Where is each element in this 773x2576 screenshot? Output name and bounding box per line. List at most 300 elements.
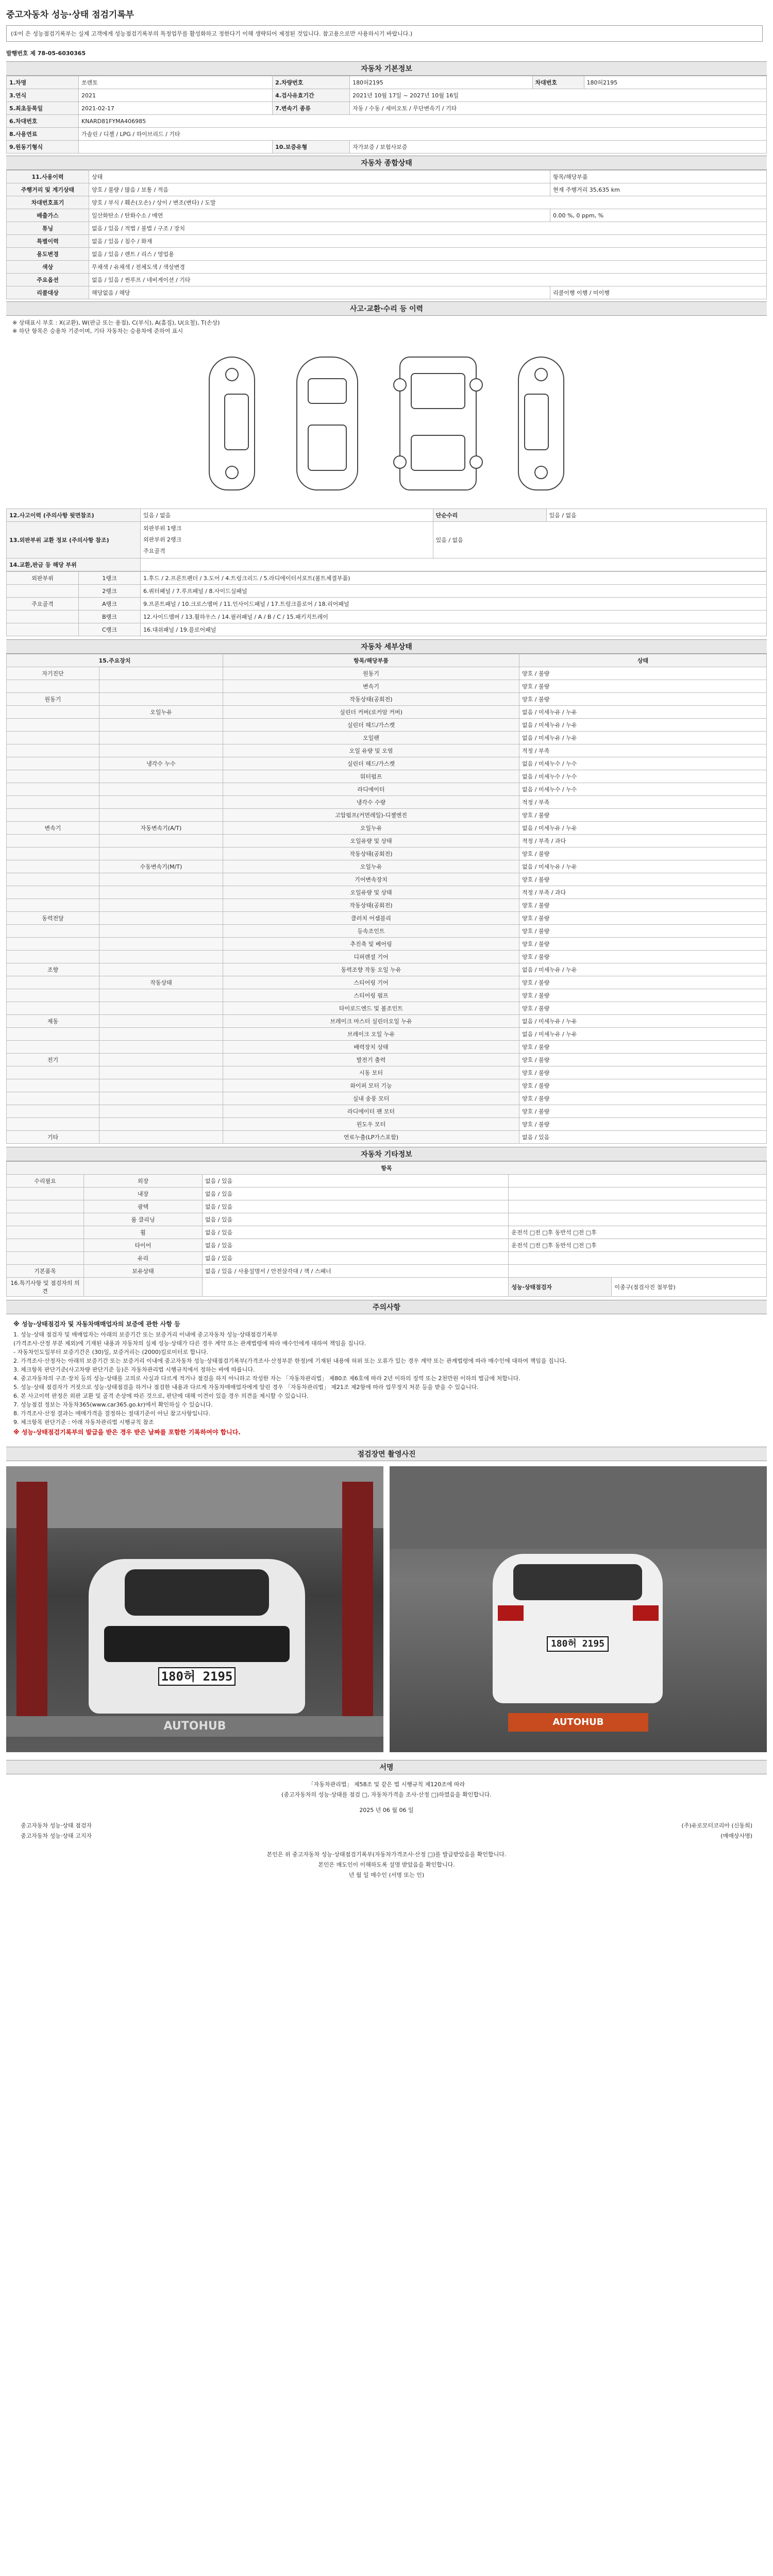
cell: 자기진단: [7, 667, 99, 680]
cell: 리콜이행 이행 / 미이행: [550, 286, 767, 299]
detail-row: [7, 680, 767, 693]
cell: 양호 / 불량: [519, 925, 767, 938]
cell: [509, 1265, 767, 1278]
cell: 튜닝: [7, 222, 89, 235]
detail-row: [7, 822, 767, 835]
cell: 차대번호: [532, 76, 584, 89]
cell: [99, 989, 223, 1002]
cell: 전기: [7, 1054, 99, 1066]
cell: 12.사고이력 (주의사항 뒷면참조): [7, 509, 141, 522]
panel-row: [7, 623, 767, 636]
cell: 1.후드 / 2.프론트펜더 / 3.도어 / 4.트렁크리드 / 5.라디에이터서포트(볼트체결부품): [141, 572, 767, 585]
cell: 없음 / 있음: [203, 1200, 509, 1213]
detail-row: [7, 796, 767, 809]
sign-area: [0, 1774, 773, 1886]
cell: 용도변경: [7, 248, 89, 261]
cell: 양호 / 불량: [519, 1105, 767, 1118]
note-line: 2. 가격조사·산정자는 아래의 보증기간 또는 보증거리 이내에 중고자동차 성능·상태점검기록부(가격조사·산정부분 한정)에 기재된 내용에 허위 또는 오류가 있는 경우 계약 또는 관계법령에 따라 매수인에 대하여 책임을 집니다.: [13, 1358, 567, 1364]
panel-row: [7, 572, 767, 585]
notice-box: (①이 은 성능점검기록부는 실제 고객에게 성능점검기록부의 특정업무를 활성화하고 정한다기 이해 생략되어 제정된 것입니다. 참고용으로만 사용하시기 바랍니다.): [6, 25, 763, 42]
cell: [7, 1002, 99, 1015]
detail-row: [7, 1092, 767, 1105]
cell: 양호 / 불량: [519, 1002, 767, 1015]
cell: 없음 / 있음: [203, 1226, 509, 1239]
cell: [99, 1105, 223, 1118]
cell: 없음 / 있음 / 사용설명서 / 안전삼각대 / 잭 / 스패너: [203, 1265, 509, 1278]
cell: [141, 522, 433, 558]
detail-row: [7, 899, 767, 912]
cell: 2021년 10월 17일 ~ 2027년 10월 16일: [350, 89, 767, 102]
cell: 없음 / 미세누수 / 누수: [519, 770, 767, 783]
cell: [7, 1066, 99, 1079]
cell: [99, 680, 223, 693]
detail-row: [7, 886, 767, 899]
cell: [7, 623, 79, 636]
cell: 양호 / 불량: [519, 1092, 767, 1105]
cell: 양호 / 불량: [519, 667, 767, 680]
cell: 9.원동기형식: [7, 141, 79, 154]
cell: 스티어링 기어: [223, 976, 519, 989]
cell: 단순수리: [433, 509, 546, 522]
cell: 8.사용연료: [7, 128, 79, 141]
detail-row: [7, 770, 767, 783]
cell: [99, 732, 223, 744]
section-sign: 서명: [6, 1760, 767, 1774]
cell: 양호 / 불량: [519, 938, 767, 951]
cell: 동력전달: [7, 912, 99, 925]
detail-row: [7, 693, 767, 706]
general-row: [7, 183, 767, 196]
cell: 룸 클리닝: [84, 1213, 203, 1226]
detail-header-row: [7, 654, 767, 667]
cell: 없음 / 있음 / 렌트 / 리스 / 영업용: [89, 248, 767, 261]
notes-title: ※ 성능·상태점검자 및 자동차매매업자의 보증에 관한 사항 등: [13, 1320, 180, 1328]
cell: 없음 / 미세누유 / 누유: [519, 1015, 767, 1028]
cell: 적정 / 부족: [519, 744, 767, 757]
cell: 내장: [84, 1188, 203, 1200]
cell: 원동기: [223, 667, 519, 680]
cell: 적정 / 부족 / 과다: [519, 886, 767, 899]
detail-row: [7, 1131, 767, 1144]
general-row: [7, 261, 767, 274]
cell: 없음 / 있음 / 썬루프 / 네비게이션 / 기타: [89, 274, 767, 286]
cell: [7, 938, 99, 951]
cell: 오일누유: [99, 706, 223, 719]
cell: 타이로드엔드 및 볼조인트: [223, 1002, 519, 1015]
cell: [7, 1092, 99, 1105]
cell: [509, 1188, 767, 1200]
cell: [509, 1252, 767, 1265]
cell: 오일누유: [223, 860, 519, 873]
detail-row: [7, 925, 767, 938]
cell: [7, 1041, 99, 1054]
cell: [99, 809, 223, 822]
cell: 없음 / 있음: [203, 1175, 509, 1188]
front-brand-banner: AUTOHUB: [6, 1716, 383, 1737]
detail-row: [7, 1002, 767, 1015]
header-cell: 15.주요장치: [7, 654, 223, 667]
cell: 수리필요: [7, 1175, 84, 1188]
cell: 동력조향 작동 오일 누유: [223, 963, 519, 976]
basic-row: [7, 115, 767, 128]
cell: 2랭크: [79, 585, 141, 598]
cell: 제동: [7, 1015, 99, 1028]
cell: 양호 / 불량: [519, 1041, 767, 1054]
cell: 1랭크: [79, 572, 141, 585]
cell: [7, 848, 99, 860]
basic-row: [7, 102, 767, 115]
cell: [7, 1028, 99, 1041]
cell: 디퍼렌셜 기어: [223, 951, 519, 963]
cell: [7, 783, 99, 796]
cell: [99, 848, 223, 860]
cell: 있음 / 없음: [141, 509, 433, 522]
cell: 배력장치 상태: [223, 1041, 519, 1054]
cell: 클러치 어셈블리: [223, 912, 519, 925]
etc-row: [7, 1278, 767, 1297]
cell: B랭크: [79, 611, 141, 623]
cell: 자가보증 / 보험사보증: [350, 141, 767, 154]
panel-row: [7, 585, 767, 598]
cell: 일산화탄소 / 탄화수소 / 매연: [89, 209, 550, 222]
cell: [7, 976, 99, 989]
cell: 없음 / 미세누유 / 누유: [519, 822, 767, 835]
cell: [7, 809, 99, 822]
cell: 작동상태: [99, 976, 223, 989]
cell: 워터펌프: [223, 770, 519, 783]
header-cell: 상태: [519, 654, 767, 667]
note-line: 8. 가격조사·산정 결과는 매매가격을 결정하는 절대기준이 아닌 참고사항입니다.: [13, 1410, 210, 1417]
basic-row: [7, 89, 767, 102]
general-row: [7, 196, 767, 209]
sign-date: 2025 년 06 월 06 일: [359, 1807, 414, 1814]
cell: [7, 873, 99, 886]
cell: [99, 951, 223, 963]
legend-line-2: ※ 하단 항목은 승용차 기준이며, 기타 자동차는 승용차에 준하여 표시: [12, 328, 183, 334]
cell: [7, 732, 99, 744]
cell: 작동상태(공회전): [223, 848, 519, 860]
cell: 기어변속장치: [223, 873, 519, 886]
cell: 자동 / 수동 / 세미오토 / 무단변속기 / 기타: [350, 102, 767, 115]
cell: 2.차량번호: [273, 76, 350, 89]
cell: 운전석 □전 □후 동반석 □전 □후: [509, 1239, 767, 1252]
cell: 유리: [84, 1252, 203, 1265]
detail-row: [7, 1066, 767, 1079]
cell: 배출가스: [7, 209, 89, 222]
detail-row: [7, 835, 767, 848]
cell: 없음 / 있음: [203, 1239, 509, 1252]
legend-line-1: ※ 상태표시 부호 : X(교환), W(판금 또는 용접), C(부식), A(흠집), U(요철), T(손상): [12, 319, 220, 326]
cell: 색상: [7, 261, 89, 274]
note-line: 5. 성능·상태 점검자가 거짓으로 성능·상태점검을 하거나 점검한 내용과 다르게 자동차매매업자에게 알린 경우 「자동차관리법」 제21조 제2항에 따라 업무정지 처분 등을 받을 수 있습니다.: [13, 1384, 479, 1391]
cell: [99, 912, 223, 925]
cell: 1.차명: [7, 76, 79, 89]
cell: 무채색 / 유채색 / 전체도색 / 색상변경: [89, 261, 767, 274]
cell: 실내 송풍 모터: [223, 1092, 519, 1105]
etc-row: [7, 1239, 767, 1252]
cell: C랭크: [79, 623, 141, 636]
cell: 변속기: [7, 822, 99, 835]
cell: [7, 1239, 84, 1252]
cell: [99, 1028, 223, 1041]
cell: 실린더 헤드/가스켓: [223, 719, 519, 732]
general-row: [7, 248, 767, 261]
cell: 브레이크 오일 누유: [223, 1028, 519, 1041]
cell: 연료누출(LP가스포함): [223, 1131, 519, 1144]
detail-row: [7, 757, 767, 770]
cell: [7, 719, 99, 732]
cell: 적정 / 부족 / 과다: [519, 835, 767, 848]
cell: [7, 1118, 99, 1131]
accident-row: [7, 509, 767, 522]
cell: 차대번호표기: [7, 196, 89, 209]
basic-row: [7, 141, 767, 154]
general-row: [7, 235, 767, 248]
cell: [99, 719, 223, 732]
cell: 없음 / 있음: [519, 1131, 767, 1144]
cell: [99, 899, 223, 912]
cell: 윈도우 모터: [223, 1118, 519, 1131]
note-line: 9. 체크항목 판단기준 : 아래 자동차관리법 시행규칙 참조: [13, 1419, 154, 1426]
cell: 없음 / 미세누유 / 누유: [519, 1028, 767, 1041]
section-basic-info: 자동차 기본정보: [6, 61, 767, 76]
sign-line-2: (중고자동차의 성능·상태를 점검 □, 자동차가격을 조사·산정 □)하였음을 확인합니다.: [281, 1791, 492, 1798]
cell: [84, 1278, 203, 1297]
cell: 양호 / 불량: [519, 680, 767, 693]
cell: [7, 886, 99, 899]
cell: 현재 주행거리 35,635 km: [550, 183, 767, 196]
cell: 기본품목: [7, 1265, 84, 1278]
cell: 양호 / 불량: [519, 951, 767, 963]
cell: 실린더 커버(로커암 커버): [223, 706, 519, 719]
etc-row: [7, 1265, 767, 1278]
cell: 오일 유량 및 오염: [223, 744, 519, 757]
cell: [7, 1226, 84, 1239]
cell: 6.쿼터패널 / 7.루프패널 / 8.사이드실패널: [141, 585, 767, 598]
cell: 원동기: [7, 693, 99, 706]
car-diagram-right-side: [518, 357, 564, 490]
cell: [7, 1200, 84, 1213]
section-detail-state: 자동차 세부상태: [6, 639, 767, 654]
cell: [7, 1105, 99, 1118]
cell: [99, 796, 223, 809]
cell: 180허2195: [584, 76, 766, 89]
cell: 12.사이드멤버 / 13.휠하우스 / 14.필러패널 / A / B / C / 15.패키지트레이: [141, 611, 767, 623]
note-line: (가격조사·산정 부분 제외)에 기재된 내용과 자동차의 실제 성능·상태가 다른 경우 계약 또는 관계법령에 따라 매수인에게 대하여 책임을 집니다.: [13, 1340, 366, 1347]
note-line: 4. 중고자동차의 구조·장치 등의 성능·상태를 고의로 사실과 다르게 적거나 점검을 하지 아니하고 작성한 자는 「자동차관리법」 제80조 제6호에 따라 2년 이하의 징역 또는 2천만원 이하의 벌금에 처합니다.: [13, 1375, 520, 1382]
cell: 수동변속기(M/T): [99, 860, 223, 873]
car-diagram-top-front: [296, 357, 358, 490]
cell: 없음 / 있음: [203, 1252, 509, 1265]
cell: 라디에이터: [223, 783, 519, 796]
cell: [509, 1213, 767, 1226]
cell: 없음 / 있음 / 침수 / 화재: [89, 235, 767, 248]
etc-row: [7, 1252, 767, 1265]
cell: 16.특기사항 및 점검자의 의견: [7, 1278, 84, 1297]
cell: 이종구(점검사진 첨부함): [612, 1278, 767, 1297]
cell: 양호 / 불량: [519, 848, 767, 860]
cell: 적정 / 부족: [519, 796, 767, 809]
cell: 양호 / 불량: [519, 989, 767, 1002]
cell: 타이어: [84, 1239, 203, 1252]
cell: [99, 1118, 223, 1131]
note-line: 7. 성능점검 정보는 자동차365(www.car365.go.kr)에서 확인하실 수 있습니다.: [13, 1401, 213, 1408]
front-car-photo: [6, 1466, 383, 1752]
detail-state-table: [6, 654, 767, 1144]
detail-row: [7, 963, 767, 976]
general-row: [7, 209, 767, 222]
cell: 없음 / 미세누유 / 누유: [519, 860, 767, 873]
cell: 브레이크 마스터 실린더오일 누유: [223, 1015, 519, 1028]
cell: 양호 / 불량: [519, 873, 767, 886]
sub-label: 주요골격: [143, 548, 165, 554]
cell: [99, 770, 223, 783]
cell: 라디에이터 팬 모터: [223, 1105, 519, 1118]
cell: 양호 / 불량: [519, 1066, 767, 1079]
cell: [7, 1252, 84, 1265]
detail-row: [7, 848, 767, 860]
sub-label: 외판부위 2랭크: [143, 536, 182, 543]
cell: 등속조인트: [223, 925, 519, 938]
inspector-row: [21, 1821, 752, 1831]
detail-row: [7, 938, 767, 951]
section-general-state: 자동차 종합상태: [6, 156, 767, 170]
cell: 있음 / 없음: [546, 509, 766, 522]
general-row: [7, 222, 767, 235]
cell: 냉각수 누수: [99, 757, 223, 770]
sub-label: 외판부위 1랭크: [143, 525, 182, 532]
cell: 고압펌프(커먼레일)-디젤엔진: [223, 809, 519, 822]
cell: [7, 925, 99, 938]
certificate-number: 발행번호 제 78-05-6030365: [6, 50, 86, 57]
cell: [99, 835, 223, 848]
panel-row: [7, 598, 767, 611]
general-state-table: [6, 170, 767, 299]
detail-row: [7, 976, 767, 989]
detail-row: [7, 809, 767, 822]
cell: 없음 / 있음 / 적법 / 불법 / 구조 / 장치: [89, 222, 767, 235]
front-license-plate: 180허 2195: [158, 1667, 236, 1686]
cell: [79, 141, 273, 154]
cell: [509, 1175, 767, 1188]
detail-row: [7, 951, 767, 963]
notes-end: ※ 성능·상태점검기록부의 발급을 받은 경우 받은 날짜를 포함한 기록하여야 합니다.: [13, 1429, 241, 1436]
cell: [7, 899, 99, 912]
cell: 양호 / 부식 / 훼손(오손) / 상이 / 변조(변타) / 도말: [89, 196, 767, 209]
cell: 작동상태(공회전): [223, 899, 519, 912]
cell: [99, 886, 223, 899]
cell: 양호 / 불량: [519, 1079, 767, 1092]
cell: 성능·상태점검자: [509, 1278, 612, 1297]
basic-row: [7, 76, 767, 89]
cell: [509, 1200, 767, 1213]
cell: [99, 925, 223, 938]
cell: [99, 1079, 223, 1092]
cell: [7, 757, 99, 770]
cell: 양호 / 불량: [519, 976, 767, 989]
cell: 양호 / 불량: [519, 899, 767, 912]
etc-info-table: [6, 1161, 767, 1297]
detail-row: [7, 783, 767, 796]
cell: 양호 / 불량: [519, 809, 767, 822]
cell: 오일팬: [223, 732, 519, 744]
cell: 상태: [89, 171, 550, 183]
cautions-notes: [0, 1314, 773, 1443]
cell: [99, 873, 223, 886]
detail-row: [7, 1054, 767, 1066]
cell: 있음 / 없음: [433, 522, 766, 558]
cell: 없음 / 미세누수 / 누수: [519, 757, 767, 770]
cell: 외장: [84, 1175, 203, 1188]
cell: 0.00 %, 0 ppm, %: [550, 209, 767, 222]
car-diagram-top-rear: [399, 357, 477, 490]
header-cell: 항목: [7, 1162, 767, 1175]
cell: 11.사용이력: [7, 171, 89, 183]
cell: [7, 951, 99, 963]
section-accident-history: 사고·교환·수리 등 이력: [6, 301, 767, 316]
detail-row: [7, 1041, 767, 1054]
cell: [7, 744, 99, 757]
header-cell: 항목/해당부품: [223, 654, 519, 667]
cell: [99, 744, 223, 757]
detail-row: [7, 989, 767, 1002]
cell: 10.보증유형: [273, 141, 350, 154]
cell: [99, 1092, 223, 1105]
etc-row: [7, 1226, 767, 1239]
basic-row: [7, 128, 767, 141]
car-diagram-left-side: [209, 357, 255, 490]
cell: [99, 667, 223, 680]
cell: 2021-02-17: [79, 102, 273, 115]
document-header: [0, 0, 773, 61]
cell: [7, 796, 99, 809]
cell: 주요골격: [7, 598, 79, 611]
cell: 스티어링 펌프: [223, 989, 519, 1002]
cell: [99, 1002, 223, 1015]
cell: 가솔린 / 디젤 / LPG / 하이브리드 / 기타: [79, 128, 767, 141]
rear-brand-banner: AUTOHUB: [508, 1713, 648, 1732]
cell: 오일누유: [223, 822, 519, 835]
cell: [7, 680, 99, 693]
cell: 보유상태: [84, 1265, 203, 1278]
inspector-value: (주)유로모터코리아 (신동희): [681, 1822, 752, 1829]
cell: 시동 모터: [223, 1066, 519, 1079]
cell: [7, 989, 99, 1002]
panel-row: [7, 611, 767, 623]
cell: 양호 / 불량: [519, 912, 767, 925]
cell: 기타: [7, 1131, 99, 1144]
cell: 조향: [7, 963, 99, 976]
etc-row: [7, 1200, 767, 1213]
cell: 양호 / 불량: [519, 1118, 767, 1131]
cell: [99, 1041, 223, 1054]
cell: 실린더 헤드/가스켓: [223, 757, 519, 770]
panel-table: [6, 571, 767, 636]
sign-line-1: 「자동차관리법」 제58조 및 같은 법 시행규칙 제120조에 따라: [308, 1781, 465, 1788]
cell: [7, 1213, 84, 1226]
detail-row: [7, 1028, 767, 1041]
section-photos: 점검장면 촬영사진: [6, 1447, 767, 1461]
detail-row: [7, 860, 767, 873]
detail-row: [7, 732, 767, 744]
cell: 쏘렌토: [79, 76, 273, 89]
cell: [99, 938, 223, 951]
general-row: [7, 286, 767, 299]
sign-line-3: 본인은 위 중고자동차 성능·상태점검기록부(자동차가격조사·산정 □)를 발급받았음을 확인합니다.: [266, 1851, 507, 1858]
cell: 항목/해당부품: [550, 171, 767, 183]
notifier-row: [21, 1831, 752, 1841]
cell: 5.최초등록일: [7, 102, 79, 115]
